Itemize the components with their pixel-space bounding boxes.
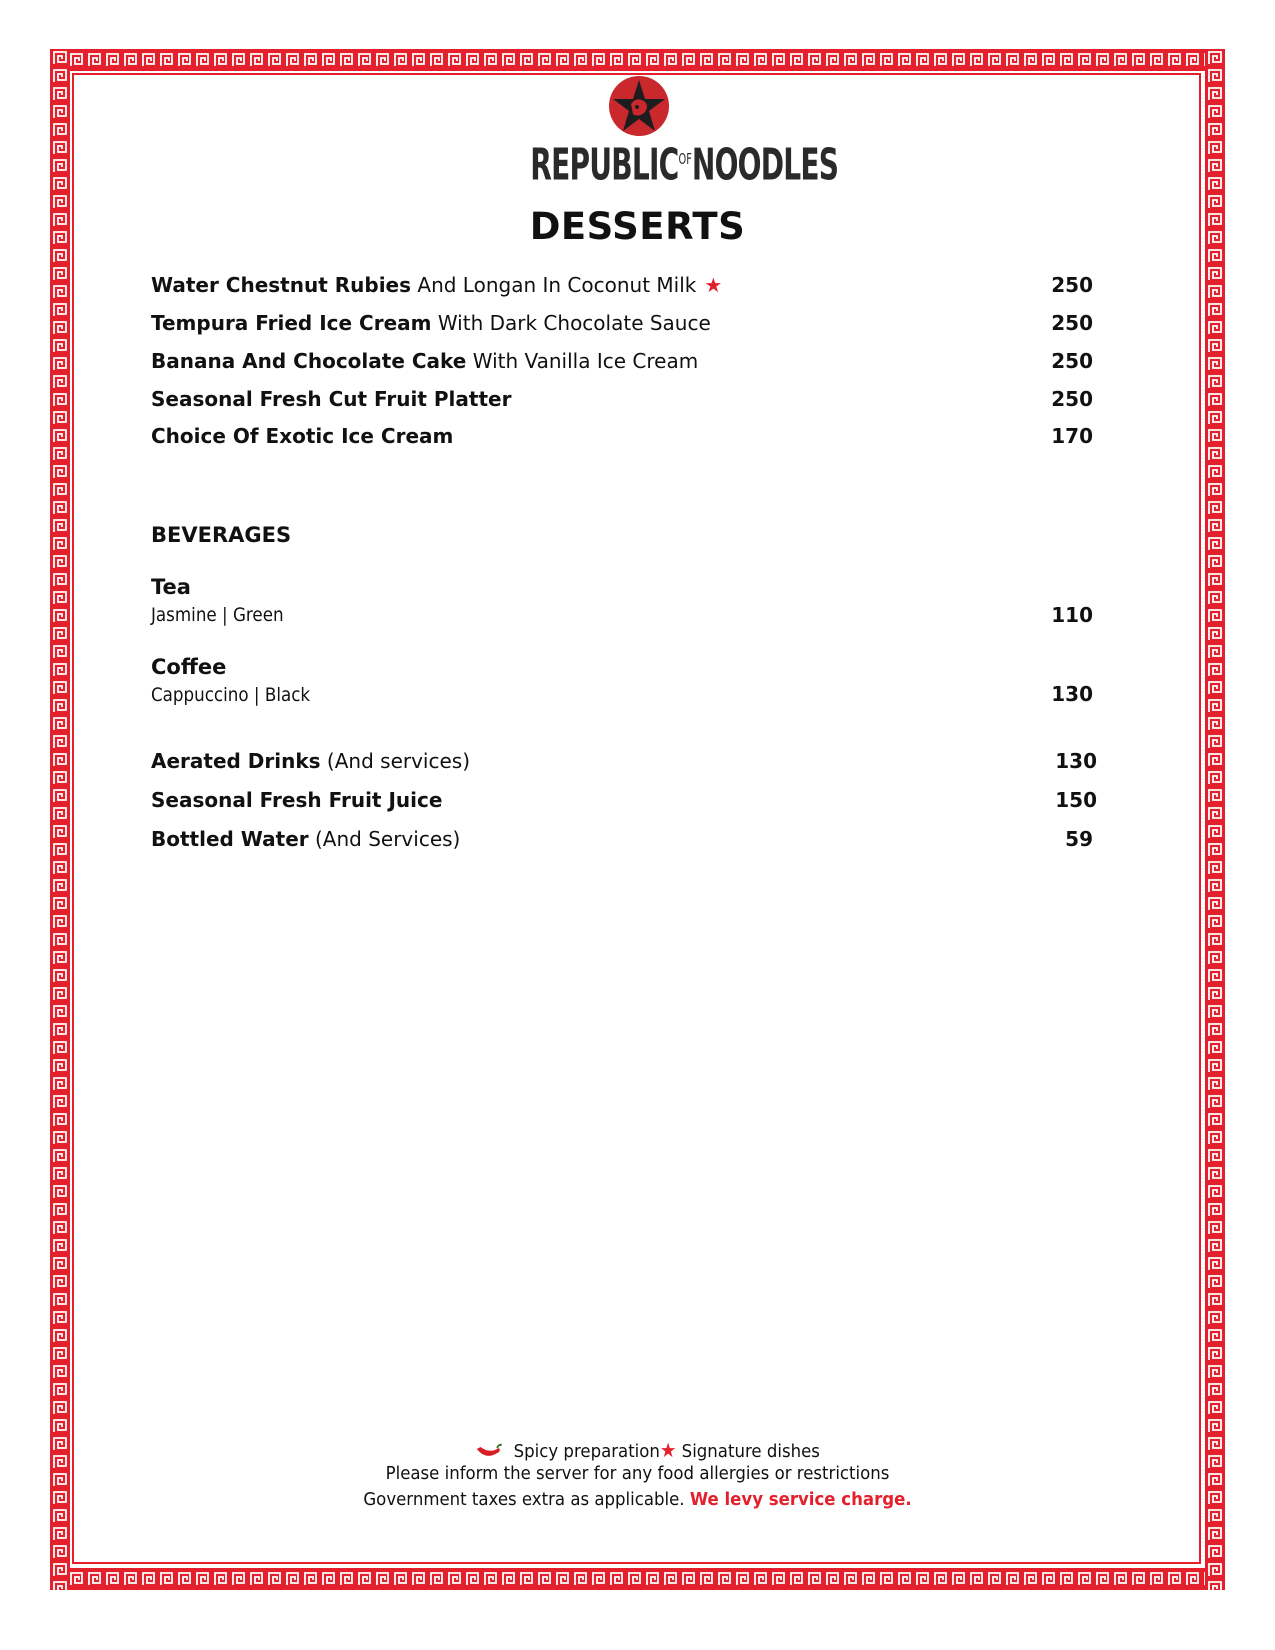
beverage-options: Cappuccino | Black [151,684,311,706]
border-left [50,49,70,1590]
item-price: 150 [1055,788,1097,812]
item-name: Water Chestnut Rubies [151,273,412,297]
chili-pepper-icon [475,1443,503,1461]
menu-item [151,386,1091,412]
item-desc: And Longan In Coconut Milk [411,273,697,297]
menu-item [151,348,1091,374]
legend [475,1438,820,1462]
allergy-note: Please inform the server for any food allergies or restrictions [385,1463,890,1484]
service-charge-note: We levy service charge. [689,1489,912,1510]
item-price: 250 [1051,273,1093,297]
beverage-name: Coffee [151,655,227,679]
item-price: 170 [1051,424,1093,448]
brand-name-part2: NOODLES [691,140,839,191]
beverage-options: Jasmine | Green [151,604,284,626]
item-name: Bottled Water [151,827,309,851]
section-heading-beverages: BEVERAGES [151,523,292,547]
signature-label: Signature dishes [676,1441,820,1462]
tax-note-text: Government taxes extra as applicable. [363,1489,685,1510]
item-price: 130 [1051,682,1093,706]
item-price: 250 [1051,387,1093,411]
item-name: Seasonal Fresh Fruit Juice [151,788,443,812]
menu-item [151,787,1091,813]
item-name: Tempura Fried Ice Cream [151,311,432,335]
brand-wordmark [530,140,839,191]
brand-name-of: OF [678,150,692,169]
item-price: 250 [1051,311,1093,335]
item-price: 250 [1051,349,1093,373]
tax-note [51,1489,1224,1510]
border-right [1205,49,1225,1590]
item-desc: (And services) [320,749,471,773]
item-price: 59 [1065,827,1093,851]
menu-item [151,272,1091,298]
brand-name-part1: REPUBLIC [530,140,679,191]
menu-item [151,748,1091,774]
item-name: Aerated Drinks [151,749,321,773]
star-icon: ★ [659,1438,677,1462]
beverage-name: Tea [151,575,191,599]
item-desc: (And Services) [308,827,461,851]
spicy-label: Spicy preparation [513,1441,660,1462]
item-price: 110 [1051,603,1093,627]
item-price: 130 [1055,749,1097,773]
border-top [50,49,1225,71]
item-name: Banana And Chocolate Cake [151,349,467,373]
star-lion-emblem-icon [607,74,671,138]
item-name: Seasonal Fresh Cut Fruit Platter [151,387,512,411]
border-bottom [50,1568,1225,1590]
item-desc: With Dark Chocolate Sauce [431,311,711,335]
menu-item [151,310,1091,336]
item-name: Choice Of Exotic Ice Cream [151,424,454,448]
signature-star-icon: ★ [704,273,723,297]
page-title: DESSERTS [529,205,746,248]
item-desc: With Vanilla Ice Cream [466,349,699,373]
menu-item [151,826,1091,852]
menu-item [151,423,1091,449]
